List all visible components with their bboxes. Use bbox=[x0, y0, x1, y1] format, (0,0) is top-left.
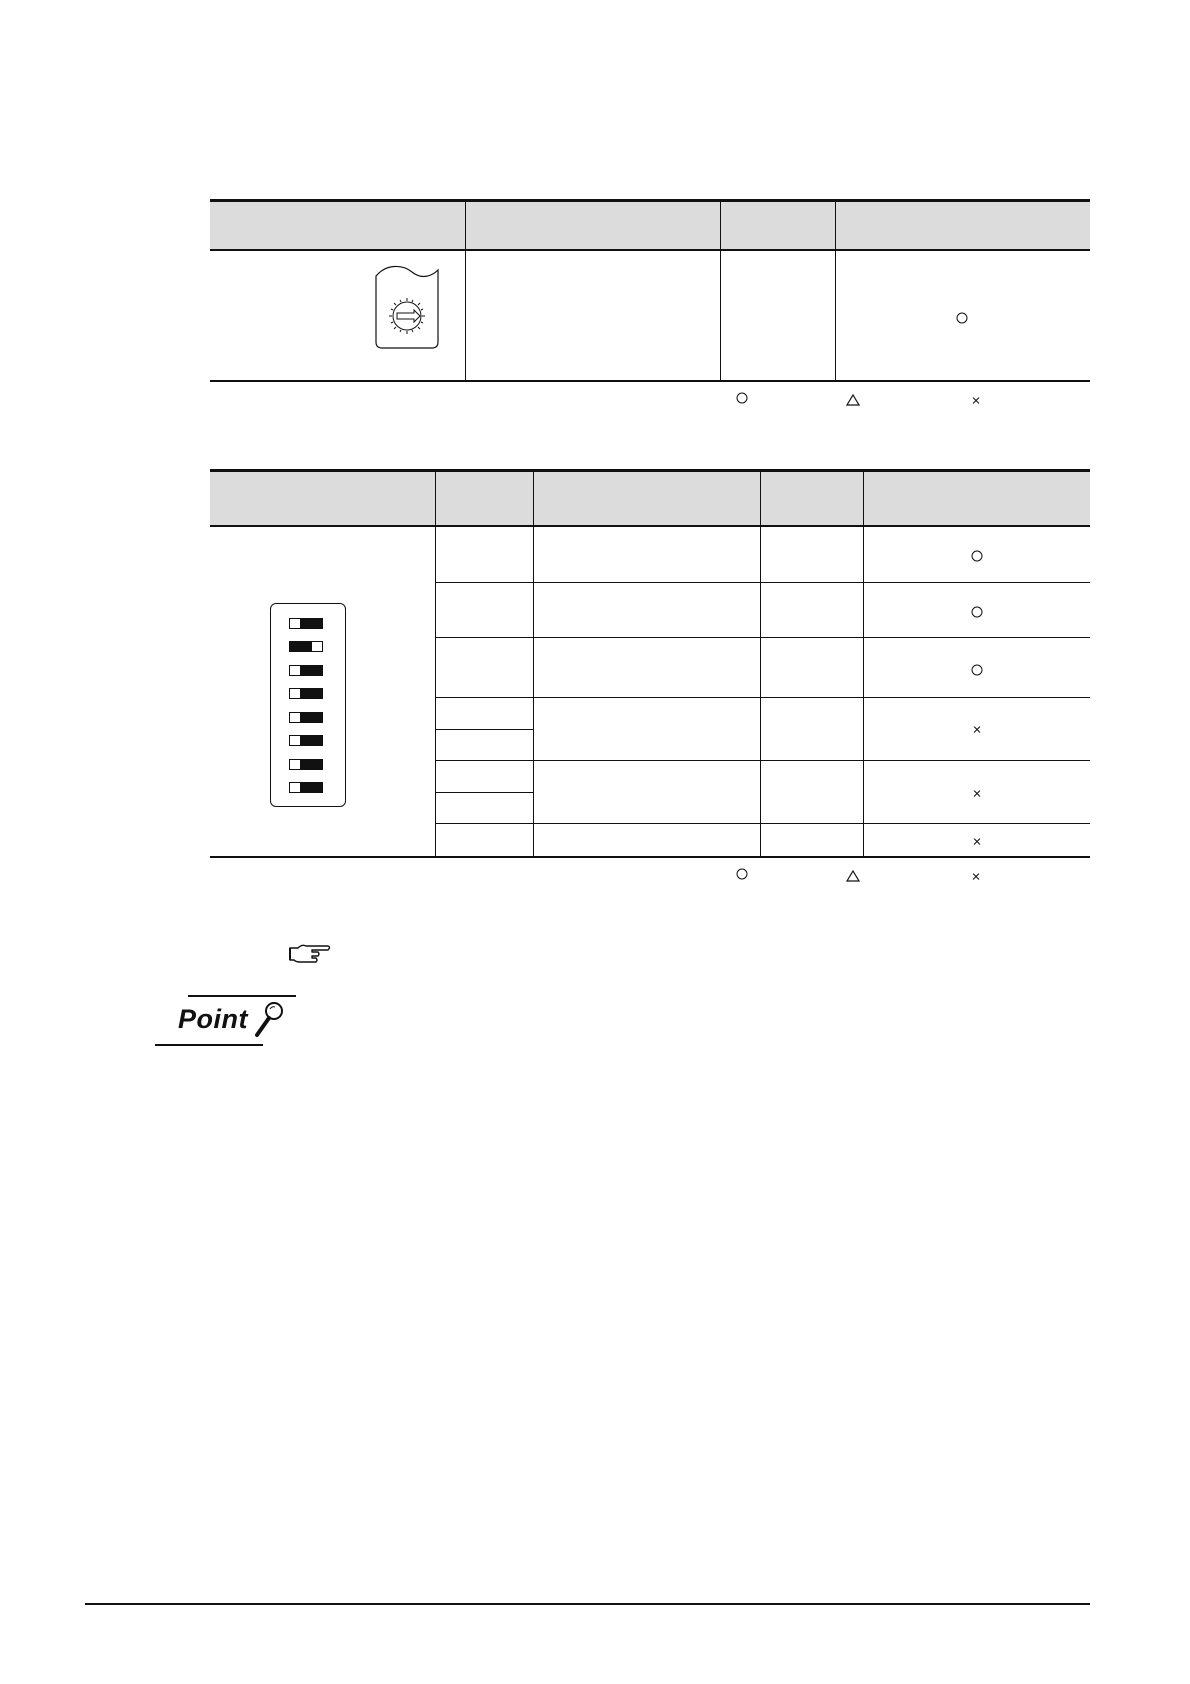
rotary-switch-icon bbox=[372, 262, 442, 350]
point-label: Point bbox=[178, 1004, 248, 1034]
point-bottom-rule bbox=[155, 1044, 263, 1046]
table-2-row-line bbox=[435, 823, 1090, 824]
point-top-rule bbox=[188, 995, 296, 997]
table-2-row-1-status bbox=[972, 551, 983, 562]
table-1-bottom-rule bbox=[210, 380, 1090, 382]
table-2-row-6-status: × bbox=[972, 833, 982, 851]
table-2-col-divider bbox=[863, 472, 864, 857]
table-2-row-line bbox=[435, 697, 1090, 698]
dip-switch-1-icon bbox=[289, 618, 323, 629]
table-2-row-3-status bbox=[972, 665, 983, 676]
legend-not-supported-symbol: × bbox=[971, 392, 981, 410]
table-2-subrow-line bbox=[435, 729, 533, 730]
table-2-subrow-line bbox=[435, 792, 533, 793]
table-1-col-divider bbox=[465, 202, 466, 381]
legend-supported-symbol bbox=[737, 869, 748, 880]
dip-switch-2-icon bbox=[289, 641, 323, 652]
magnifier-icon bbox=[254, 999, 286, 1039]
legend-partial-symbol bbox=[846, 870, 860, 882]
table-1-col-divider bbox=[720, 202, 721, 381]
dip-switch-7-icon bbox=[289, 759, 323, 770]
legend-supported-symbol bbox=[737, 393, 748, 404]
table-2-row-line bbox=[435, 582, 1090, 583]
table-1-header bbox=[210, 202, 1090, 251]
table-2-row-line bbox=[435, 760, 1090, 761]
table-2-row-5-status: × bbox=[972, 785, 982, 803]
dip-switch-5-icon bbox=[289, 712, 323, 723]
dip-switch-4-icon bbox=[289, 688, 323, 699]
table-2-row-4-status: × bbox=[972, 721, 982, 739]
footer-rule bbox=[85, 1603, 1090, 1605]
pointing-hand-icon bbox=[288, 942, 332, 966]
table-2-bottom-rule bbox=[210, 856, 1090, 858]
table-1-status-supported bbox=[957, 313, 968, 324]
dip-switch-3-icon bbox=[289, 665, 323, 676]
table-2-header-rule bbox=[210, 525, 1090, 527]
table-2-col-divider bbox=[760, 472, 761, 857]
dip-switch-block bbox=[270, 603, 346, 807]
table-1-header-rule bbox=[210, 249, 1090, 251]
table-2-col-divider bbox=[533, 472, 534, 857]
table-1-col-divider bbox=[835, 202, 836, 381]
legend-not-supported-symbol: × bbox=[971, 868, 981, 886]
table-2-row-2-status bbox=[972, 607, 983, 618]
table-2-col-divider bbox=[435, 472, 436, 857]
legend-partial-symbol bbox=[846, 394, 860, 406]
table-2-row-line bbox=[435, 637, 1090, 638]
dip-switch-6-icon bbox=[289, 735, 323, 746]
dip-switch-8-icon bbox=[289, 782, 323, 793]
table-2-header bbox=[210, 472, 1090, 527]
